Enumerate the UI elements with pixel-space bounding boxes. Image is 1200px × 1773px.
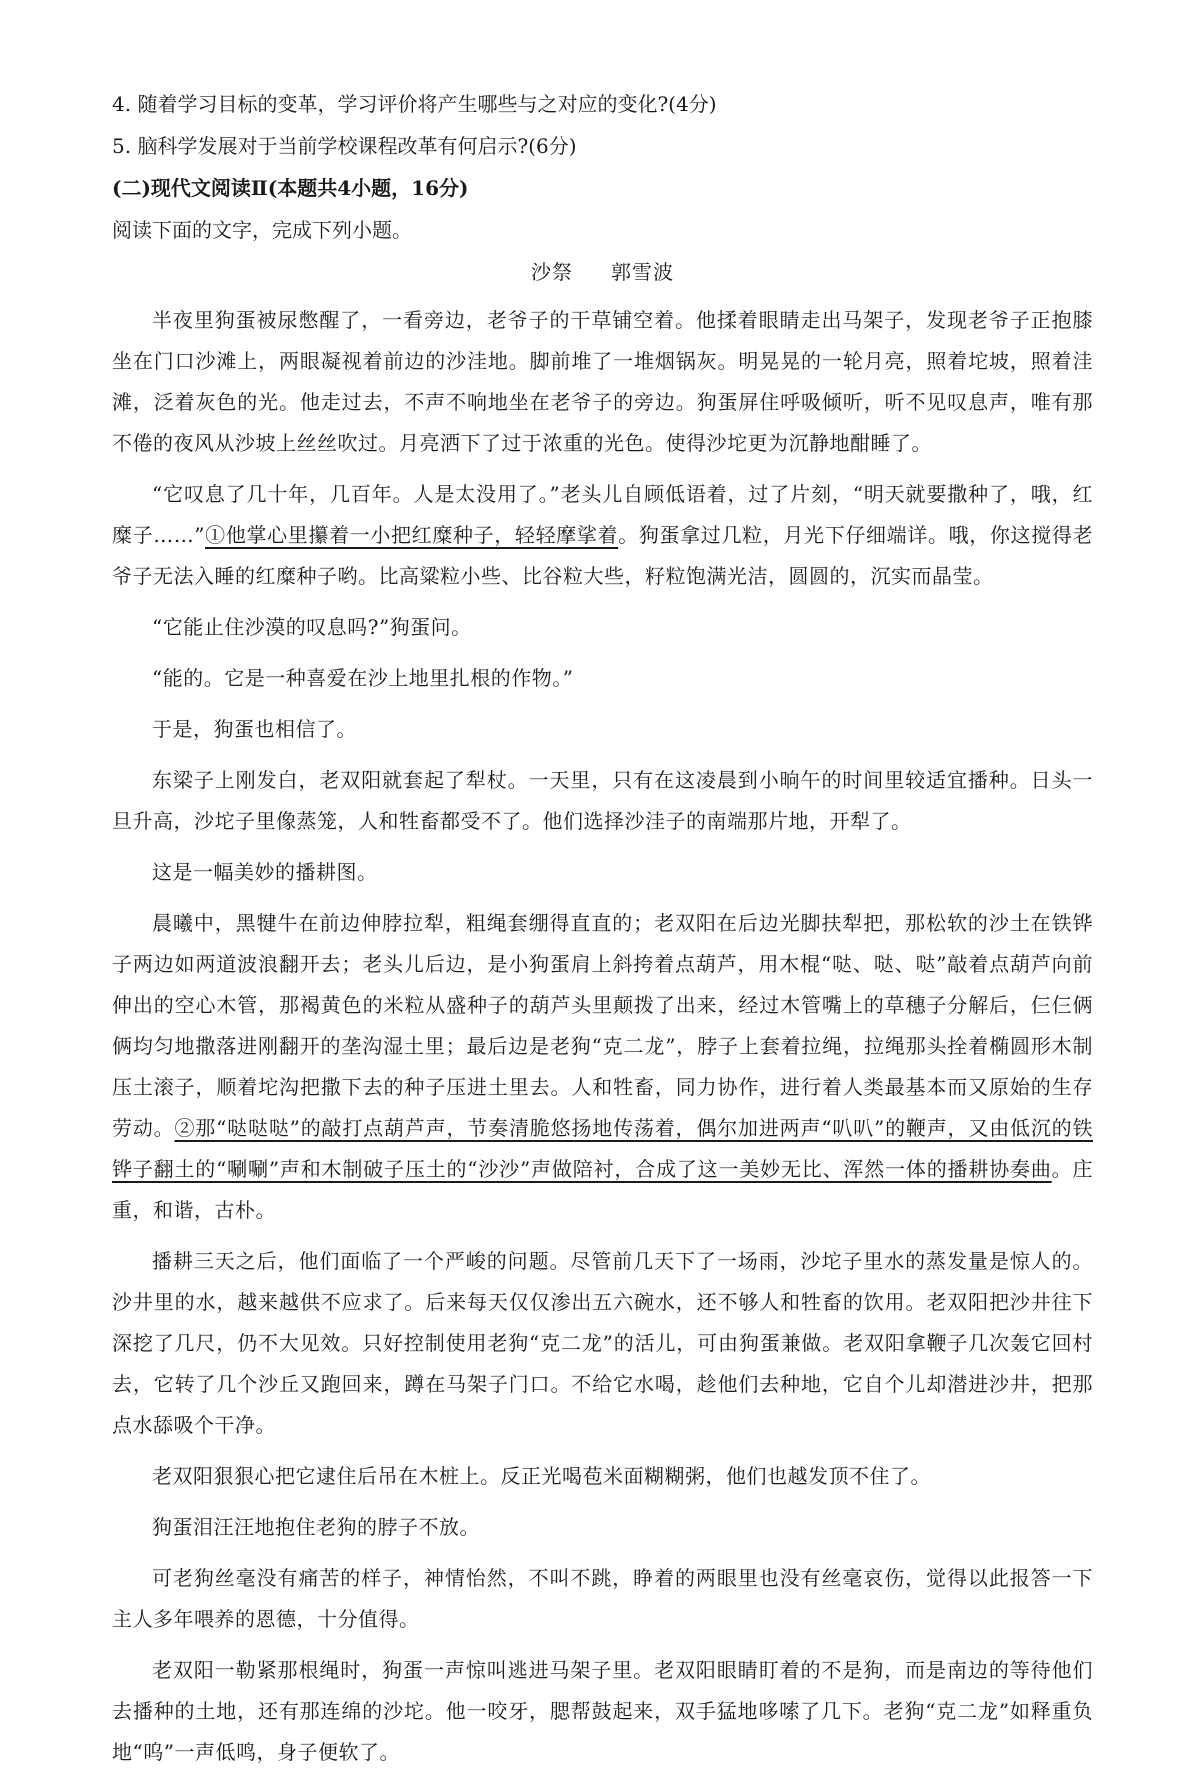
story-title: 沙祭 bbox=[531, 260, 573, 284]
paragraph-10: 老双阳狠狠心把它逮住后吊在木桩上。反正光喝苞米面糊糊粥，他们也越发顶不住了。 bbox=[152, 1464, 931, 1488]
paragraph-8 bbox=[112, 903, 1093, 1231]
section-heading: (二)现代文阅读Ⅱ(本题共4小题，16分) bbox=[112, 176, 469, 200]
paragraph-2 bbox=[112, 474, 1093, 597]
underlined-sentence-1: ①他掌心里攥着一小把红糜种子，轻轻摩挲着 bbox=[205, 523, 619, 547]
paragraph-13: 老双阳一勒紧那根绳时，狗蛋一声惊叫逃进马架子里。老双阳眼睛盯着的不是狗，而是南边的等待他们去播种的土地，还有那连绵的沙坨。他一咬牙，腮帮鼓起来，双手猛地哆嗦了几下。老狗“克二龙”如释重负地“呜”一声低鸣，身子便软了。 bbox=[112, 1658, 1093, 1764]
question-5: 5. 脑科学发展对于当前学校课程改革有何启示?(6分) bbox=[112, 134, 577, 158]
paragraph-6: 东梁子上刚发白，老双阳就套起了犁杖。一天里，只有在这凌晨到小晌午的时间里较适宜播种。日头一旦升高，沙坨子里像蒸笼，人和牲畜都受不了。他们选择沙洼子的南端那片地，开犁了。 bbox=[112, 768, 1093, 833]
question-4: 4. 随着学习目标的变革，学习评价将产生哪些与之对应的变化?(4分) bbox=[112, 92, 717, 116]
paragraph-5: 于是，狗蛋也相信了。 bbox=[152, 717, 357, 741]
paragraph-2-text: “它叹息了几十年，几百年。人是太没用了。”老头儿自顾低语着，过了片刻，“明天就要撒种了，哦，红糜子……” bbox=[112, 482, 1093, 547]
paragraph-12: 可老狗丝毫没有痛苦的样子，神情怡然，不叫不跳，睁着的两眼里也没有丝毫哀伤，觉得以此报答一下主人多年喂养的恩德，十分值得。 bbox=[112, 1566, 1093, 1631]
story-author: 郭雪波 bbox=[611, 260, 674, 284]
paragraph-8-rest: 。庄重，和谐，古朴。 bbox=[112, 1157, 1093, 1222]
instruction: 阅读下面的文字，完成下列小题。 bbox=[112, 218, 412, 242]
paragraph-3: “它能止住沙漠的叹息吗?”狗蛋问。 bbox=[152, 615, 472, 639]
story-title-line bbox=[112, 256, 1093, 288]
paragraph-11: 狗蛋泪汪汪地抱住老狗的脖子不放。 bbox=[152, 1515, 480, 1539]
paragraph-8-text: 晨曦中，黑犍牛在前边伸脖拉犁，粗绳套绷得直直的；老双阳在后边光脚扶犁把，那松软的沙土在铁铧子两边如两道波浪翻开去；老头儿后边，是小狗蛋肩上斜挎着点葫芦，用木棍“哒、哒、哒”敲着点葫芦向前伸出的空心木管，那褐黄色的米粒从盛种子的葫芦头里颠拨了出来，经过木管嘴上的草穗子分解后，仨仨俩俩均匀地撒落进刚翻开的垄沟湿土里；最后边是老狗“克二龙”，脖子上套着拉绳，拉绳那头拴着椭圆形木制压土滚子，顺着坨沟把撒下去的种子压进土里去。人和牲畜，同力协作，进行着人类最基本而又原始的生存劳动。 bbox=[112, 911, 1093, 1140]
underlined-sentence-2: ②那“哒哒哒”的敲打点葫芦声，节奏清脆悠扬地传荡着，偶尔加进两声“叭叭”的鞭声，又由低沉的铁铧子翻土的“唰唰”声和木制破子压土的“沙沙”声做陪衬，合成了这一美妙无比、浑然一体的播耕协奏曲 bbox=[112, 1116, 1094, 1181]
paragraph-1: 半夜里狗蛋被尿憋醒了，一看旁边，老爷子的干草铺空着。他揉着眼睛走出马架子，发现老爷子正抱膝坐在门口沙滩上，两眼凝视着前边的沙洼地。脚前堆了一堆烟锅灰。明晃晃的一轮月亮，照着坨坡，照着洼滩，泛着灰色的光。他走过去，不声不响地坐在老爷子的旁边。狗蛋屏住呼吸倾听，听不见叹息声，唯有那不倦的夜风从沙坡上丝丝吹过。月亮洒下了过于浓重的光色。使得沙坨更为沉静地酣睡了。 bbox=[112, 308, 1093, 455]
paragraph-2-rest: 。狗蛋拿过几粒，月光下仔细端详。哦，你这搅得老爷子无法入睡的红糜种子哟。比高粱粒小些、比谷粒大些，籽粒饱满光洁，圆圆的，沉实而晶莹。 bbox=[112, 523, 1094, 588]
paragraph-9: 播耕三天之后，他们面临了一个严峻的问题。尽管前几天下了一场雨，沙坨子里水的蒸发量是惊人的。沙井里的水，越来越供不应求了。后来每天仅仅渗出五六碗水，还不够人和牲畜的饮用。老双阳把沙井往下深挖了几尺，仍不大见效。只好控制使用老狗“克二龙”的活儿，可由狗蛋兼做。老双阳拿鞭子几次轰它回村去，它转了几个沙丘又跑回来，蹲在马架子门口。不给它水喝，趁他们去种地，它自个儿却潜进沙井，把那点水舔吸个干净。 bbox=[112, 1249, 1093, 1437]
paragraph-4: “能的。它是一种喜爱在沙上地里扎根的作物。” bbox=[152, 666, 574, 690]
paragraph-7: 这是一幅美妙的播耕图。 bbox=[152, 860, 378, 884]
